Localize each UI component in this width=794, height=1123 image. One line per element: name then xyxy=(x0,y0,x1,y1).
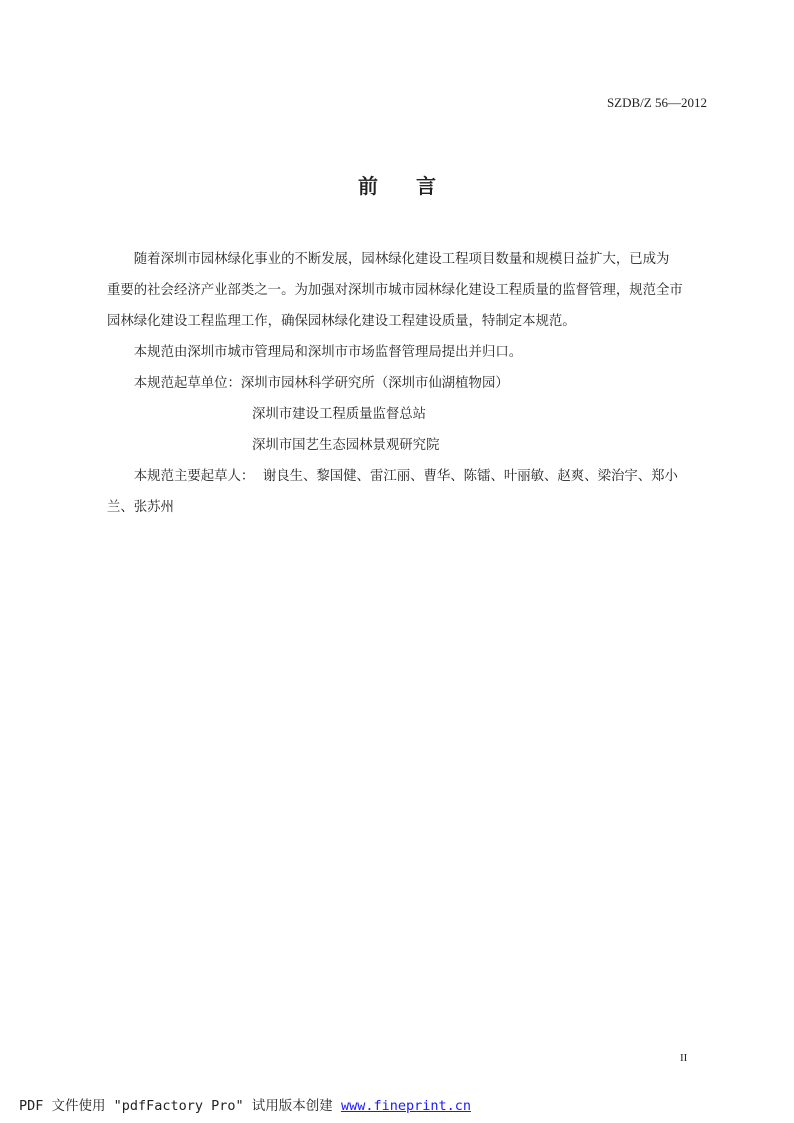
document-code: SZDB/Z 56—2012 xyxy=(606,95,707,110)
preface-body xyxy=(107,244,709,523)
drafting-unit-2: 深圳市建设工程质量监督总站 xyxy=(252,407,427,422)
paragraph-1-line-3: 园林绿化建设工程监理工作，确保园林绿化建设工程建设质量，特制定本规范。 xyxy=(107,314,576,329)
pdf-footer xyxy=(19,1094,471,1114)
paragraph-1-line-1: 随着深圳市园林绿化事业的不断发展，园林绿化建设工程项目数量和规模日益扩大，已成为 xyxy=(133,252,670,267)
drafters-line-1: 本规范主要起草人： 谢良生、黎国健、雷江丽、曹华、陈镭、叶丽敏、赵爽、梁治宇、郑小 xyxy=(133,469,678,484)
paragraph-responsible-authority: 本规范由深圳市城市管理局和深圳市市场监督管理局提出并归口。 xyxy=(133,345,523,360)
page-title-text: 前言 xyxy=(358,174,474,198)
drafters-line-2: 兰、张苏州 xyxy=(107,500,174,515)
footer-text: PDF 文件使用 "pdfFactory Pro" 试用版本创建 xyxy=(19,1098,341,1114)
drafting-units-label: 本规范起草单位： xyxy=(133,376,241,391)
page-title xyxy=(0,170,794,199)
paragraph-1-line-2: 重要的社会经济产业部类之一。为加强对深圳市城市园林绿化建设工程质量的监督管理，规范全市 xyxy=(107,283,683,298)
drafting-units-line-1 xyxy=(107,368,709,399)
drafting-unit-3: 深圳市国艺生态园林景观研究院 xyxy=(252,438,440,453)
page-number: II xyxy=(680,1052,688,1064)
drafting-unit-1: 深圳市园林科学研究所（深圳市仙湖植物园） xyxy=(240,376,509,391)
fineprint-link[interactable]: www.fineprint.cn xyxy=(340,1098,471,1114)
